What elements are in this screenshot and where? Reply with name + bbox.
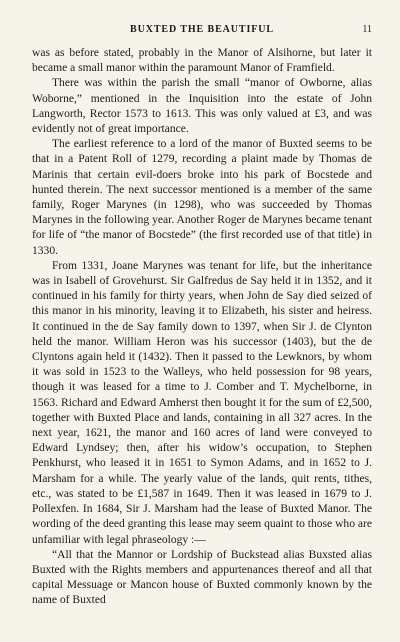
paragraph-continued: was as before stated, probably in the Manor of Alsihorne, but later it became a small manor within the paramount Manor of Framfield.: [32, 47, 372, 75]
body-text: [32, 46, 372, 609]
running-head: [32, 24, 372, 42]
page-number: 11: [362, 24, 372, 35]
paragraph-succession: From 1331, Joane Marynes was tenant for life, but the inheritance was in Isabell of Grovehurst. Sir Galfredus de Say held it in 1352, and it continued in his family for thirty years, when John de Say died seized of this manor in his minority, leaving it to Elizabeth, his sister and heiress. It continued in the de Say family down to 1397, when Sir J. de Clynton held the manor. William Heron was his successor (1403), but the de Clyntons again held it (1432). Then it passed to the Lewknors, by whom it was sold in 1523 to the Walleys, who held possession for 98 years, though it was leased for a time to J. Comber and T. Mychelborne, in 1563. Richard and Edward Amherst then bought it for the sum of £2,500, together with Buxted Place and lands, containing in all 327 acres. In the next year, 1621, the manor and 160 acres of land were conveyed to Edward Lyndsey; then, after his widow’s occupation, to Stephen Penkhurst, who leased it in 1651 to Symon Adams, and in 1652 to J. Marsham for a while. The yearly value of the lands, quit rents, tithes, etc., was stated to be £1,587 in 1649. Then it was leased in 1679 to J. Pollexfen. In 1684, Sir J. Marsham had the lease of Buxted Manor. The wording of the deed granting this lease may seem quaint to those who are unfamiliar with legal phraseology :—: [32, 259, 372, 546]
paragraph-owborne-manor: There was within the parish the small “manor of Owborne, alias Woborne,” mentioned in the Inquisition into the estate of John Langworth, Rector 1573 to 1613. This was only valued at £3, and was evidently not of great importance.: [32, 77, 372, 136]
book-page: [32, 24, 372, 636]
paragraph-deed-quotation: “All that the Mannor or Lordship of Buckstead alias Buxsted alias Buxted with the Rights members and appurtenances thereof and all that capital Messuage or Mancon house of Buxted commonly known by the name of Buxted: [32, 548, 372, 607]
running-title: BUXTED THE BEAUTIFUL: [130, 24, 274, 35]
paragraph-earliest-reference: The earliest reference to a lord of the manor of Buxted seems to be that in a Patent Roll of 1279, recording a plaint made by Thomas de Marinis that certain evil-doers broke into his park of Bocstede and hunted therein. The next successor mentioned is a member of the same family, Roger Marynes (in 1298), who was succeeded by Thomas Marynes in the following year. Another Roger de Marynes became tenant for life of “the manor of Bocstede” (the first recorded use of that title) in 1330.: [32, 138, 372, 257]
